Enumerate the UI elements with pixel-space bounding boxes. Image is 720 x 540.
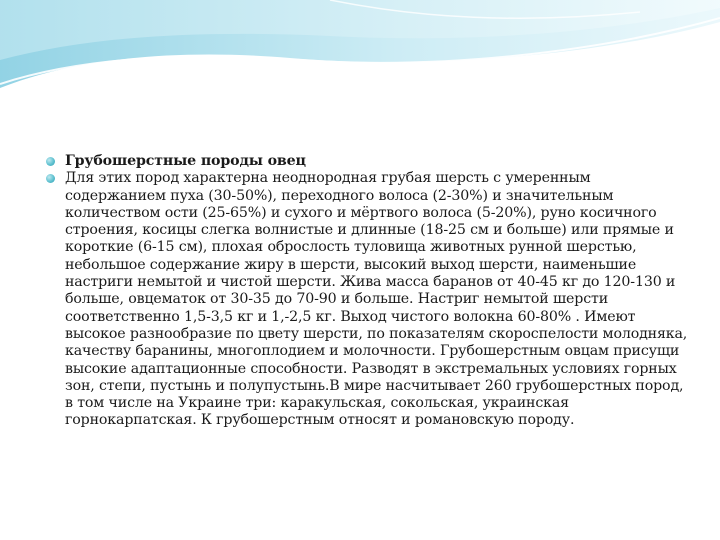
body-paragraph: Для этих пород характерна неоднородная грубая шерсть с умеренным содержанием пуха (30-50%), переходного волоса (2-30%) и значительным количеством ости (25-65%) и сухого и мёртвого волоса (5-20%), руно косичного строения, косицы слегка волнистые и длинные (18-25 см и больше) или прямые и короткие (6-15 см), плохая оброслость туловища животных рунной шерстью, небольшое содержание жиру в шерсти, высокий выход шерсти, наименьшие настриги немытой и чистой шерсти. Жива масса баранов от 40-45 кг до 120-130 и больше, овцематок от 30-35 до 70-90 и больше. Настриг немытой шерсти соответственно 1,5-3,5 кг и 1,-2,5 кг. Выход чистого волокна 60-80% . Имеют высокое разнообразие по цвету шерсти, по показателям скороспелости молодняка, качеству баранины, многоплодием и молочности. Грубошерстным овцам присущи высокие адаптационные способности. Разводят в экстремальных условиях горных зон, степи, пустынь и полупустынь.В мире насчитывает 260 грубошерстных пород, в том числе на Украине три: каракульская, сокольская, украинская горнокарпатская. К грубошерстным относят и романовскую породу. (65, 170, 688, 429)
bullet-list (44, 153, 694, 430)
slide-heading: Грубошерстные породы овец (65, 153, 306, 169)
bullet-dot-icon (46, 174, 55, 183)
bullet-item-title (44, 153, 694, 170)
bullet-item-body (44, 170, 694, 429)
bullet-dot-icon (46, 157, 55, 166)
header-wave-decoration (0, 0, 720, 110)
